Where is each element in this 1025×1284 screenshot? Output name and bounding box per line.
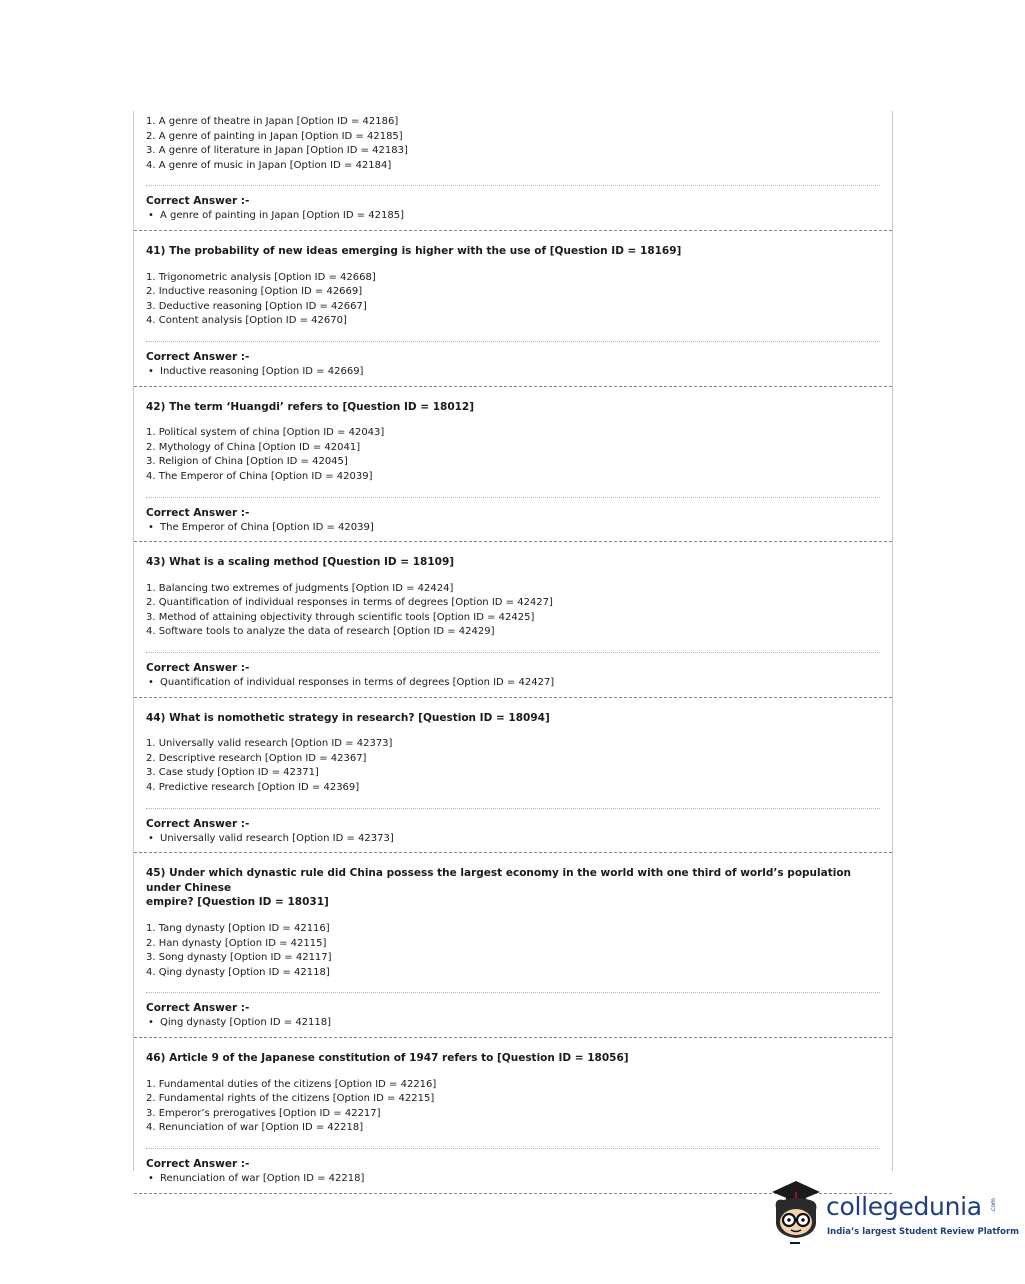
- question-text-line: empire? [Question ID = 18031]: [146, 896, 329, 909]
- question-text-line: 45) Under which dynastic rule did China possess the largest economy in the world with one third of world’s population under Chinese: [146, 867, 852, 894]
- question-46: [134, 1038, 892, 1149]
- correct-answer-label: Correct Answer :-: [146, 1157, 250, 1170]
- correct-answer: • Qing dynasty [Option ID = 42118]: [146, 1016, 880, 1031]
- question-41: [134, 231, 892, 342]
- option: 4. A genre of music in Japan [Option ID = 42184]: [146, 159, 392, 171]
- option: 1. Balancing two extremes of judgments [Option ID = 42424]: [146, 582, 454, 594]
- option: 2. Inductive reasoning [Option ID = 42669]: [146, 286, 363, 298]
- options-list: [146, 733, 880, 808]
- option: 3. Song dynasty [Option ID = 42117]: [146, 952, 332, 964]
- question-42: [134, 387, 892, 498]
- option: 4. The Emperor of China [Option ID = 42039]: [146, 470, 373, 482]
- option: 1. A genre of theatre in Japan [Option ID = 42186]: [146, 116, 399, 127]
- question-44: [134, 698, 892, 809]
- mascot-icon: [766, 1178, 826, 1248]
- option: 2. Fundamental rights of the citizens [Option ID = 42215]: [146, 1093, 435, 1105]
- correct-answer: • Inductive reasoning [Option ID = 42669]: [146, 365, 880, 380]
- correct-answer-section: [134, 498, 892, 543]
- option: 2. Han dynasty [Option ID = 42115]: [146, 937, 327, 949]
- option: 4. Predictive research [Option ID = 42369]: [146, 782, 360, 794]
- option: 2. Descriptive research [Option ID = 42367]: [146, 752, 367, 764]
- option: 4. Content analysis [Option ID = 42670]: [146, 315, 347, 327]
- correct-answer: • Renunciation of war [Option ID = 42218]: [146, 1172, 880, 1187]
- option: 1. Tang dynasty [Option ID = 42116]: [146, 923, 330, 934]
- option: 3. A genre of literature in Japan [Option ID = 42183]: [146, 145, 408, 157]
- correct-answer-label: Correct Answer :-: [146, 350, 250, 363]
- collegedunia-logo: [766, 1178, 1019, 1248]
- options-list: [146, 578, 880, 653]
- question-text: 41) The probability of new ideas emerging is higher with the use of [Question ID = 18169]: [146, 244, 682, 257]
- option: 2. Quantification of individual responses in terms of degrees [Option ID = 42427]: [146, 597, 553, 609]
- correct-answer-section: [134, 993, 892, 1038]
- question-text: 46) Article 9 of the Japanese constitution of 1947 refers to [Question ID = 18056]: [146, 1051, 629, 1064]
- option: 4. Software tools to analyze the data of research [Option ID = 42429]: [146, 626, 495, 638]
- option: 2. Mythology of China [Option ID = 42041]: [146, 441, 361, 453]
- question-text: 44) What is nomothetic strategy in research? [Question ID = 18094]: [146, 711, 550, 724]
- correct-answer-section: [134, 809, 892, 854]
- correct-answer-section: [134, 342, 892, 387]
- options-list: [146, 111, 880, 186]
- correct-answer-section: [134, 653, 892, 698]
- options-list: [146, 1074, 880, 1149]
- option: 4. Qing dynasty [Option ID = 42118]: [146, 966, 330, 978]
- correct-answer-label: Correct Answer :-: [146, 506, 250, 519]
- question-45: [134, 853, 892, 993]
- option: 1. Political system of china [Option ID = 42043]: [146, 427, 385, 439]
- option: 3. Method of attaining objectivity through scientific tools [Option ID = 42425]: [146, 611, 535, 623]
- option: 3. Emperor’s prerogatives [Option ID = 42217]: [146, 1107, 381, 1119]
- logo-wordmark: collegedunia: [826, 1192, 982, 1221]
- question-text: 42) The term ‘Huangdi’ refers to [Question ID = 18012]: [146, 400, 475, 413]
- option: 1. Trigonometric analysis [Option ID = 42668]: [146, 271, 376, 283]
- logo-domain: .com: [989, 1198, 997, 1213]
- option: 3. Case study [Option ID = 42371]: [146, 767, 319, 779]
- options-list: [146, 918, 880, 993]
- correct-answer: • Universally valid research [Option ID = 42373]: [146, 832, 880, 847]
- option: 3. Religion of China [Option ID = 42045]: [146, 456, 348, 468]
- options-list: [146, 267, 880, 342]
- correct-answer: • Quantification of individual responses in terms of degrees [Option ID = 42427]: [146, 676, 880, 691]
- correct-answer-label: Correct Answer :-: [146, 662, 250, 675]
- question-paper-page: [133, 111, 893, 1184]
- option: 1. Fundamental duties of the citizens [Option ID = 42216]: [146, 1078, 437, 1090]
- question-text: 43) What is a scaling method [Question ID = 18109]: [146, 556, 455, 569]
- correct-answer: • The Emperor of China [Option ID = 42039]: [146, 521, 880, 536]
- options-list: [146, 422, 880, 497]
- logo-tagline: India’s largest Student Review Platform: [827, 1227, 1019, 1237]
- question-40-continued: [134, 111, 892, 186]
- question-text: [146, 853, 880, 918]
- option: 3. Deductive reasoning [Option ID = 42667]: [146, 300, 367, 312]
- correct-answer: • A genre of painting in Japan [Option ID = 42185]: [146, 209, 880, 224]
- option: 2. A genre of painting in Japan [Option ID = 42185]: [146, 130, 403, 142]
- correct-answer-section: [134, 186, 892, 231]
- correct-answer-label: Correct Answer :-: [146, 817, 250, 830]
- correct-answer-label: Correct Answer :-: [146, 195, 250, 208]
- question-43: [134, 542, 892, 653]
- correct-answer-label: Correct Answer :-: [146, 1002, 250, 1015]
- option: 4. Renunciation of war [Option ID = 42218]: [146, 1122, 364, 1134]
- option: 1. Universally valid research [Option ID = 42373]: [146, 738, 393, 750]
